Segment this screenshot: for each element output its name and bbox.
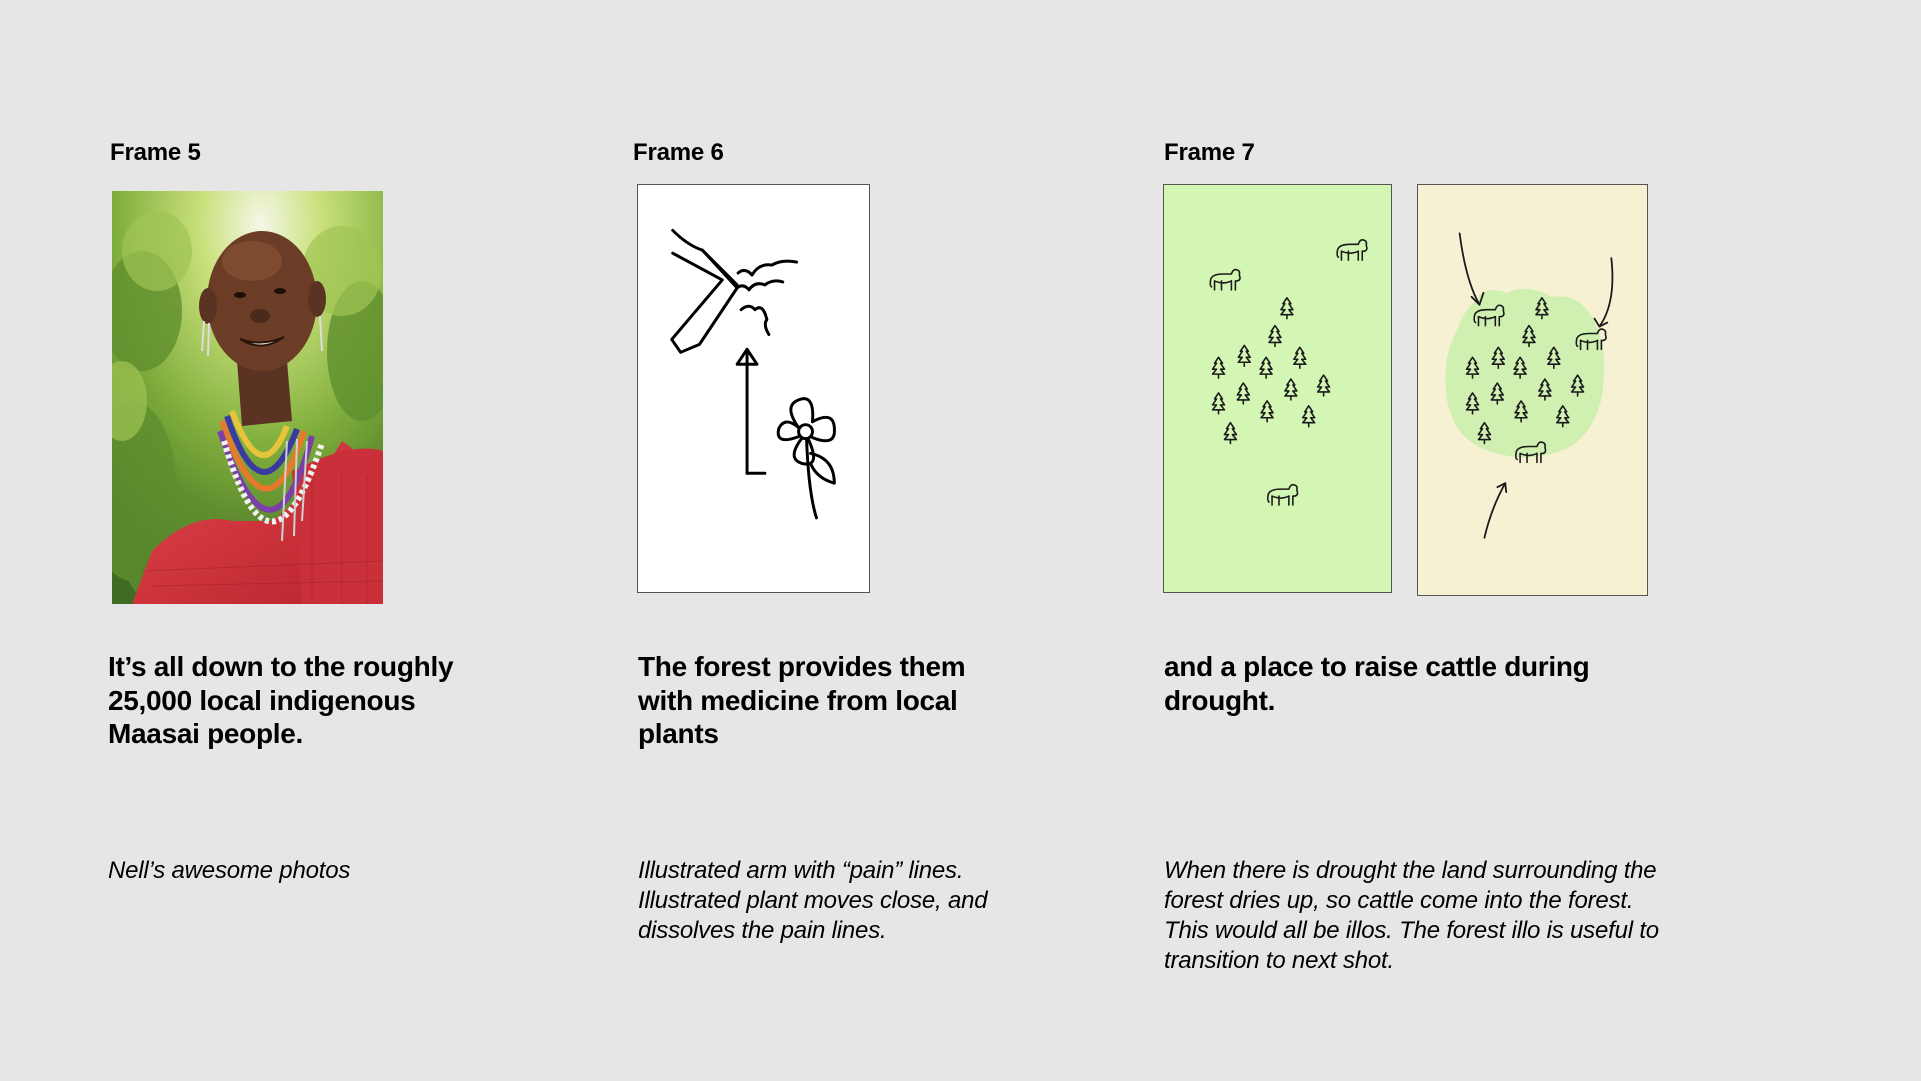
- frame-5-caption: It’s all down to the roughly 25,000 local indigenous Maasai people.: [108, 651, 454, 749]
- frame-7-title: Frame 7: [1164, 139, 1255, 166]
- drought-panel: [1417, 184, 1648, 596]
- maasai-woman-photo: [112, 191, 383, 604]
- frame-6-note: Illustrated arm with “pain” lines. Illustrated plant moves close, and dissolves the pain lines.: [638, 857, 988, 944]
- frame-7-note: When there is drought the land surrounding the forest dries up, so cattle come into the forest. This would all be illos. The forest illo is useful to transition to next shot.: [1164, 857, 1659, 974]
- arm-plant-illustration: [637, 184, 870, 593]
- frame-6-caption: The forest provides them with medicine from local plants: [638, 651, 966, 749]
- frame-5-title: Frame 5: [110, 139, 201, 166]
- frame-5-note: Nell’s awesome photos: [108, 857, 351, 884]
- frame-6-title: Frame 6: [633, 139, 724, 166]
- frame-7-caption: and a place to raise cattle during drought.: [1164, 651, 1590, 716]
- forest-panel: [1163, 184, 1392, 593]
